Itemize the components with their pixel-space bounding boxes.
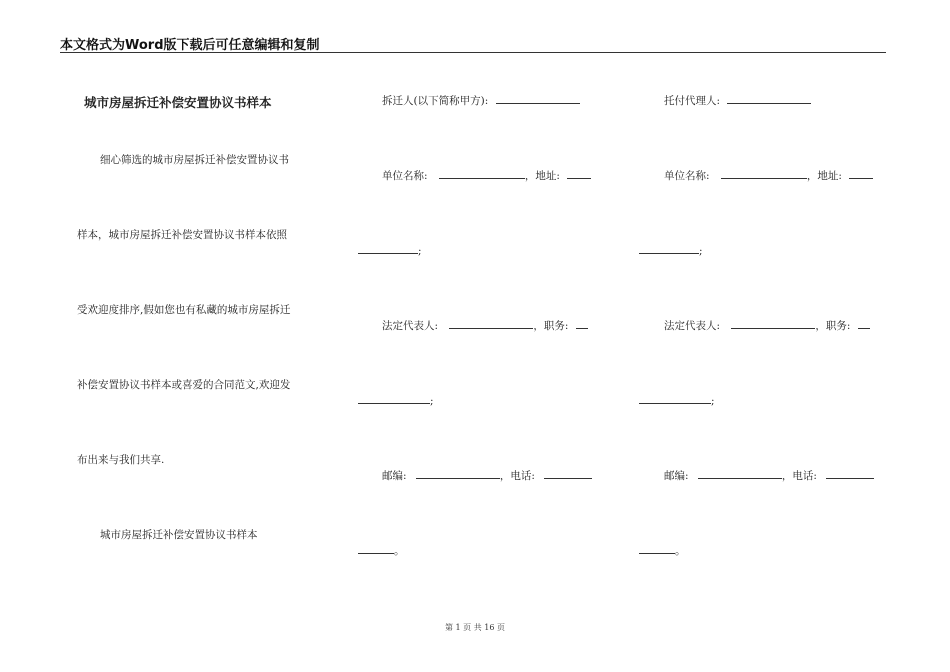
mid-position-blank[interactable] — [576, 318, 588, 329]
mid-position-cont — [358, 393, 434, 408]
right-semicolon-2: ; — [711, 395, 715, 407]
right-unit-line — [664, 168, 873, 183]
mid-phone-blank[interactable] — [544, 468, 592, 479]
right-legal-blank[interactable] — [731, 318, 815, 329]
agreement-subtitle: 城市房屋拆迁补偿安置协议书样本 — [100, 529, 258, 541]
mid-unit-blank[interactable] — [439, 168, 525, 179]
document-header — [60, 34, 886, 53]
right-semicolon-1: ; — [699, 245, 703, 257]
intro-line-4: 补偿安置协议书样本或喜爱的合同范文,欢迎发 — [77, 379, 291, 391]
right-position-label: ，职务: — [815, 320, 851, 332]
right-position-cont — [639, 393, 715, 408]
mid-unit-label: 单位名称: — [382, 170, 428, 182]
right-address-blank[interactable] — [849, 168, 873, 179]
right-contact-line — [664, 468, 874, 483]
right-phone-blank-2[interactable] — [639, 543, 675, 554]
mid-postcode-label: 邮编: — [382, 470, 407, 482]
mid-period: 。 — [394, 545, 405, 557]
right-unit-blank[interactable] — [721, 168, 807, 179]
mid-address-blank-2[interactable] — [358, 243, 418, 254]
right-position-blank[interactable] — [858, 318, 870, 329]
right-position-blank-2[interactable] — [639, 393, 711, 404]
mid-address-label: ，地址: — [524, 170, 560, 182]
mid-phone-cont — [358, 543, 405, 558]
right-phone-blank[interactable] — [826, 468, 874, 479]
intro-line-3: 受欢迎度排序,假如您也有私藏的城市房屋拆迁 — [77, 304, 291, 316]
mid-position-blank-2[interactable] — [358, 393, 430, 404]
right-phone-label: ，电话: — [781, 470, 817, 482]
page-footer: 第 1 页 共 16 页 — [445, 623, 505, 632]
right-legal-label: 法定代表人: — [664, 320, 721, 332]
mid-postcode-blank[interactable] — [416, 468, 500, 479]
agent-blank[interactable] — [727, 93, 811, 104]
document-title: 城市房屋拆迁补偿安置协议书样本 — [84, 95, 272, 110]
intro-line-2: 样本，城市房屋拆迁补偿安置协议书样本依照 — [77, 229, 287, 241]
mid-semicolon-2: ; — [430, 395, 434, 407]
right-postcode-label: 邮编: — [664, 470, 689, 482]
mid-address-blank[interactable] — [567, 168, 591, 179]
mid-legal-label: 法定代表人: — [382, 320, 439, 332]
right-period: 。 — [675, 545, 686, 557]
header-text: 本文格式为Word版下载后可任意编辑和复制 — [60, 38, 320, 53]
right-phone-cont — [639, 543, 686, 558]
right-address-label: ，地址: — [806, 170, 842, 182]
mid-address-cont — [358, 243, 422, 258]
right-address-blank-2[interactable] — [639, 243, 699, 254]
mid-legal-line — [382, 318, 588, 333]
agent-line — [664, 93, 811, 108]
intro-line-5: 布出来与我们共享. — [77, 454, 165, 466]
mid-legal-blank[interactable] — [449, 318, 533, 329]
mid-phone-label: ，电话: — [499, 470, 535, 482]
agent-label: 托付代理人: — [664, 95, 721, 107]
mid-semicolon-1: ; — [418, 245, 422, 257]
mid-phone-blank-2[interactable] — [358, 543, 394, 554]
party-a-line — [382, 93, 580, 108]
party-a-label: 拆迁人(以下简称甲方): — [382, 95, 489, 107]
mid-contact-line — [382, 468, 592, 483]
party-a-blank[interactable] — [496, 93, 580, 104]
right-postcode-blank[interactable] — [698, 468, 782, 479]
right-legal-line — [664, 318, 870, 333]
right-address-cont — [639, 243, 703, 258]
right-unit-label: 单位名称: — [664, 170, 710, 182]
mid-position-label: ，职务: — [533, 320, 569, 332]
intro-line-1: 细心筛选的城市房屋拆迁补偿安置协议书 — [100, 154, 289, 166]
mid-unit-line — [382, 168, 591, 183]
